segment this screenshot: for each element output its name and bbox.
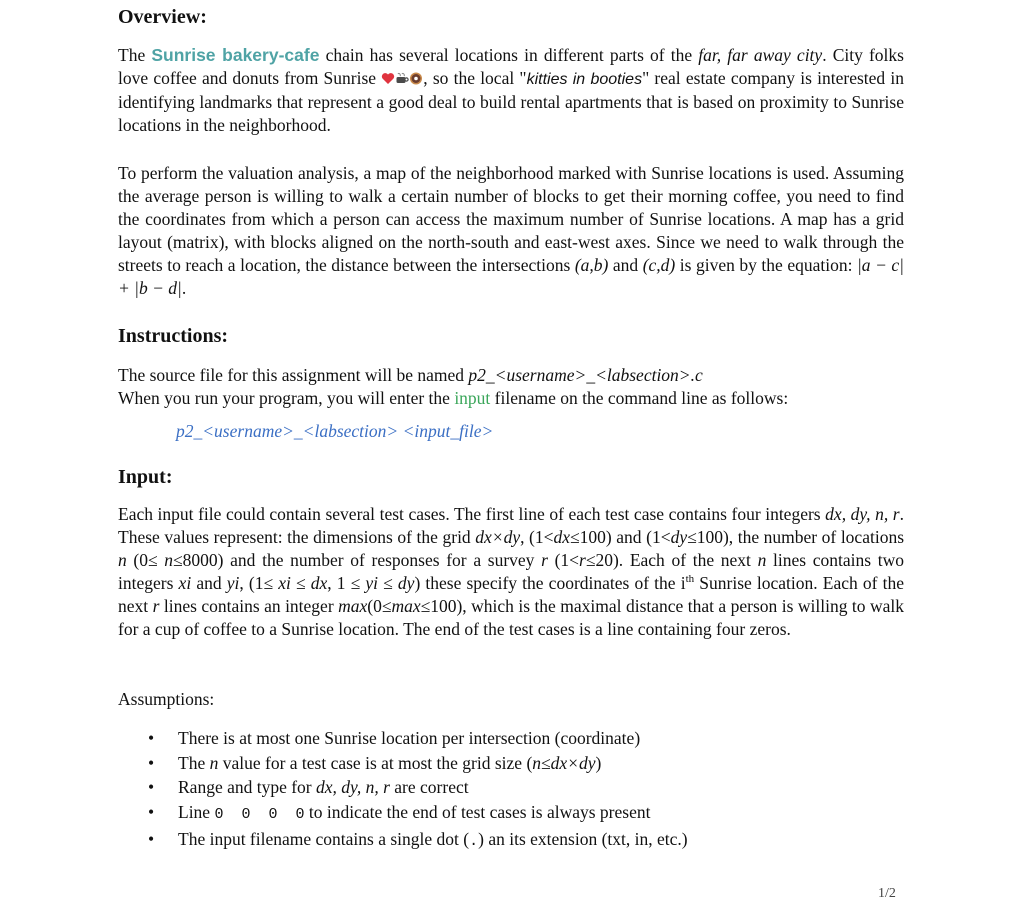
input-word: input	[454, 388, 491, 408]
end-marker-code: 0 0 0 0	[214, 805, 305, 823]
heart-icon	[381, 72, 395, 85]
coffee-cup-icon	[395, 72, 409, 85]
instructions-line-1: The source file for this assignment will be named p2_<username>_<labsection>.c	[118, 365, 703, 385]
instructions-heading: Instructions:	[118, 325, 229, 347]
input-paragraph: Each input file could contain several test cases. The first line of each test case contains four integers dx, dy, n, r. These values represent: the dimensions of the grid dx×dy, (1<dx≤100) and (1<dy≤100), the number of locations n (0≤ n≤8000) and the number of responses for a survey r (1<r≤20). Each of the next n lines contains two integers xi and yi, (1≤ xi ≤ dx, 1 ≤ yi ≤ dy) these specify the coordinates of the $i^{th}$ Sunrise location. Each of the next r lines contains an integer max(0≤max≤100), which is the maximal distance that a person is willing to walk for a cup of coffee to a Sunrise location. The end of the test cases is a line containing four zeros.	[118, 504, 905, 639]
instructions-line-2: When you run your program, you will enter the input filename on the command line as follows:	[118, 388, 789, 408]
assumptions-list	[118, 726, 688, 855]
overview-paragraph-2: To perform the valuation analysis, a map of the neighborhood marked with Sunrise locations is used. Assuming the average person is willing to walk a certain number of blocks to get their morning coffee, you need to find the coordinates from which a person can access the maximum number of Sunrise locations. A map has a grid layout (matrix), with blocks aligned on the north-south and east-west axes. Since we need to walk through the streets to reach a location, the distance between the intersections (a,b) and (c,d) is given by the equation: |a − c| + |b − d|.	[118, 163, 904, 298]
list-item: • The n value for a test case is at most the grid size (n≤dx×dy)	[118, 751, 688, 776]
overview-heading: Overview:	[118, 6, 207, 28]
list-item: • The input filename contains a single dot (.) an its extension (txt, in, etc.)	[118, 827, 688, 855]
input-heading: Input:	[118, 466, 173, 488]
distance-equation: |a − c| + |b − d|	[118, 255, 904, 298]
source-filename: p2_<username>_<labsection>.c	[468, 365, 703, 385]
command-line-example: p2_<username>_<labsection> <input_file>	[176, 421, 494, 441]
brand-name: Sunrise bakery-cafe	[151, 45, 320, 65]
list-item: • Line 0 0 0 0 to indicate the end of test cases is always present	[118, 800, 688, 828]
overview-paragraph-1: The Sunrise bakery-cafe chain has several locations in different parts of the far, far away city. City folks love coffee and donuts from Sunrise , so the local "kitties in booties" real estate company is interested in identifying landmarks that represent a good deal to build rental apartments that is based on proximity to Sunrise locations in the neighborhood.	[118, 45, 905, 135]
donut-icon	[409, 72, 423, 85]
assumptions-heading: Assumptions:	[118, 689, 215, 709]
page-number: 1/2	[878, 886, 896, 901]
list-item: • There is at most one Sunrise location per intersection (coordinate)	[118, 726, 688, 751]
list-item: • Range and type for dx, dy, n, r are correct	[118, 775, 688, 800]
